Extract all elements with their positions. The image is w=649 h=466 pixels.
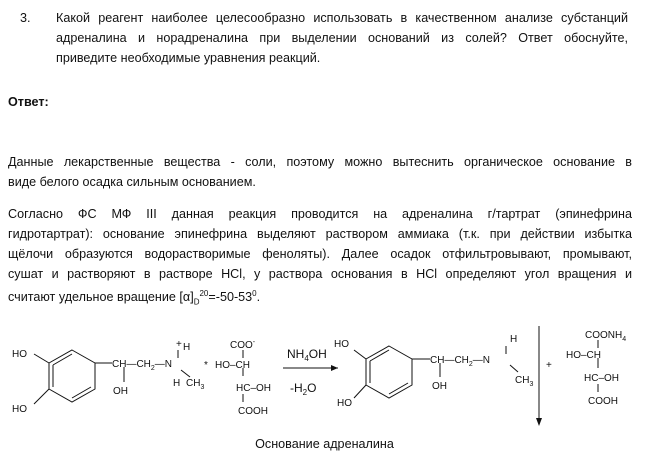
left-h-bottom: H <box>173 378 181 389</box>
reaction-arrow-head <box>331 365 338 371</box>
ammonium-tartrate-ho-ch: HO–CH <box>566 350 602 361</box>
tartrate-hc-oh: HC–OH <box>236 383 272 394</box>
reagent-ammonia: $NH_4OH$ <box>287 347 327 363</box>
ammonium-tartrate-cooh: COOH <box>588 396 618 407</box>
right-ho-top: HO <box>334 339 349 350</box>
left-oh: OH <box>113 386 128 397</box>
right-ho-bottom: HO <box>337 398 352 409</box>
question-line-3: приведите необходимые уравнения реакций. <box>56 51 321 65</box>
left-h-top: H <box>183 342 191 353</box>
ammonium-tartrate-coonh4: $COONH_4$ <box>585 330 627 343</box>
paragraph-1-line-2: виде белого осадка сильным основанием. <box>8 175 256 189</box>
tartrate-cooh: COOH <box>238 406 268 417</box>
question-number: 3. <box>20 11 31 25</box>
left-ho-bottom: HO <box>12 404 27 415</box>
paragraph-2-line-4: сушат и растворяют в растворе HCl, у раствора основания в HCl определяют угол вращения и <box>8 267 632 281</box>
right-ch3: $CH_3$ <box>515 375 534 388</box>
tartrate-ho-ch: HO–CH <box>215 360 251 371</box>
ammonium-tartrate-hc-oh: HC–OH <box>584 373 620 384</box>
reagent-water: $-H_2O$ <box>290 381 317 397</box>
left-plus-dot: + <box>176 339 182 350</box>
left-chain: $CH—CH_2—N$ <box>112 359 173 372</box>
paragraph-2-line-1: Согласно ФС МФ III данная реакция проводится на адреналина г/тартрат (эпинефрина <box>8 207 632 221</box>
answer-label: Ответ: <box>8 95 49 109</box>
paragraph-2-line-5: считают удельное вращение $[\alpha]_D^{20}=-50-53^0$. <box>8 289 261 307</box>
question-line-1: Какой реагент наиболее целесообразно использовать в качественном анализе субстанций <box>56 11 628 25</box>
question-line-2: адреналина и норадреналина при выделении оснований из солей? Ответ обоснуйте, <box>56 31 628 45</box>
paragraph-2-line-3: щёлочи образуются водорастворимые феноляты). Далее осадок отфильтровывают, промывают, <box>8 247 632 261</box>
paragraph-1-line-1: Данные лекарственные вещества - соли, поэтому можно вытеснить органическое основание в <box>8 155 632 169</box>
salt-star: * <box>204 360 208 371</box>
scheme-caption: Основание адреналина <box>255 437 394 451</box>
right-h: H <box>510 334 518 345</box>
precipitate-arrow-head <box>536 418 542 426</box>
paragraph-2-line-2: гидротартрат): основание эпинефрина выделяют раствором аммиака (т.к. при действии избытка <box>8 227 632 241</box>
right-oh: OH <box>432 381 447 392</box>
tartrate-coo: COO- <box>230 339 256 351</box>
left-ch3: $CH_3$ <box>186 378 205 391</box>
reaction-scheme <box>0 320 649 432</box>
left-ho-top: HO <box>12 349 27 360</box>
right-chain: $CH—CH_2—N$ <box>430 355 491 368</box>
plus-sign: + <box>546 360 552 371</box>
